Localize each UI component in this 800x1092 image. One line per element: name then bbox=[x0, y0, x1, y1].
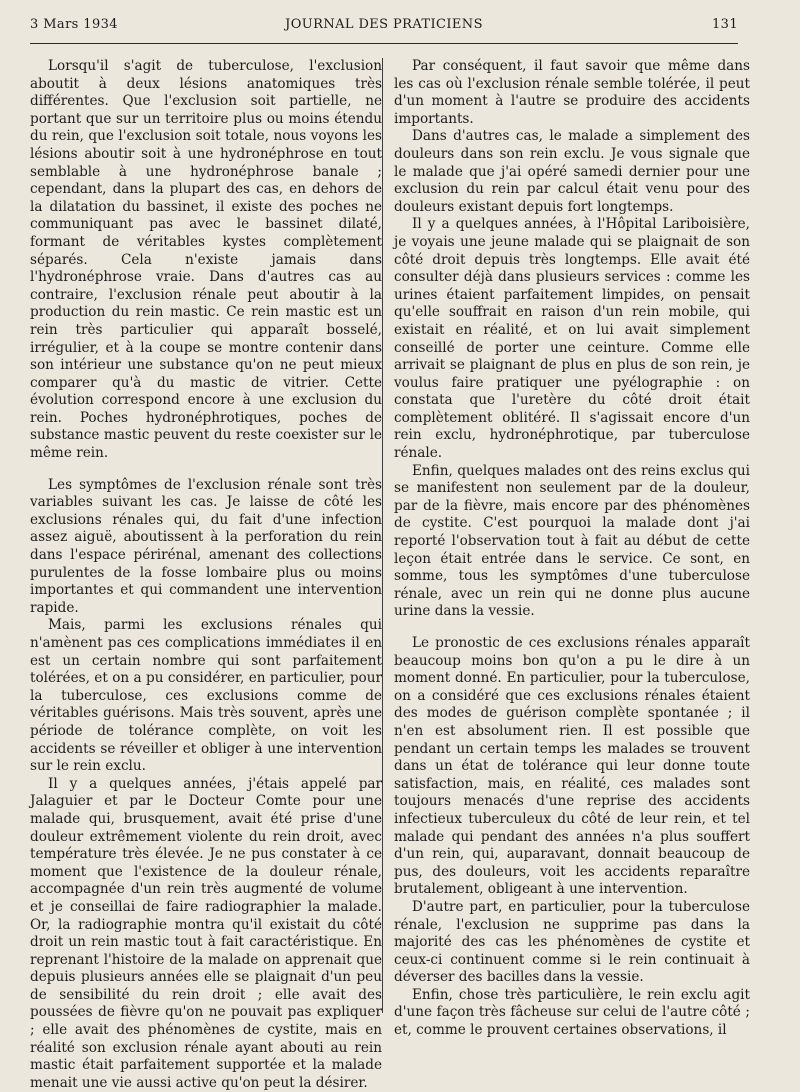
paragraph: Enfin, chose très particulière, le rein exclu agit d'une façon très fâcheuse sur celui de l'autre côté ; et, comme le prouvent certaines observations, il bbox=[394, 986, 750, 1039]
journal-title: JOURNAL DES PRATICIENS bbox=[285, 17, 483, 32]
paragraph: Le pronostic de ces exclusions rénales apparaît beaucoup moins bon qu'on a pu le dire à un moment donné. En particulier, pour la tuberculose, on a considéré que ces exclusions rénales étaient des modes de guérison complète spontanée ; il n'en est absolument rien. Il est possible que pendant un certain temps les malades se trouvent dans un état de tolérance qui leur donne toute satisfaction, mais, en réalité, ces malades sont toujours menacés d'une reprise des accidents infectieux tuberculeux du côté de leur rein, et tel malade qui pendant des années n'a plus souffert d'un rein, qui, auparavant, donnait beaucoup de pus, des douleurs, voit les accidents reparaître brutalement, obligeant à une intervention. bbox=[394, 635, 750, 898]
paragraph: Il y a quelques années, à l'Hôpital Lariboisière, je voyais une jeune malade qui se plaignait de son côté droit depuis très longtemps. Elle avait été consulter déjà dans plusieurs services : comme les urines étaient parfaitement limpides, on pensait qu'elle souffrait en raison d'un rein mobile, qui existait en réalité, et on lui avait simplement conseillé de porter une ceinture. Comme elle arrivait se plaignant de plus en plus de son rein, je voulus faire pratiquer une pyélographie : on constata que l'uretère du côté droit était complètement oblitéré. Il s'agissait encore d'un rein exclu, hydronéphrotique, par tuberculose rénale. bbox=[394, 216, 750, 462]
paragraph: Dans d'autres cas, le malade a simplement des douleurs dans son rein exclu. Je vous signale que le malade que j'ai opéré samedi dernier pour une exclusion du rein par calcul était venu pour des douleurs existant depuis fort longtemps. bbox=[394, 128, 750, 215]
paragraph: Enfin, quelques malades ont des reins exclus qui se manifestent non seulement par de la douleur, par de la fièvre, mais encore par des phénomènes de cystite. C'est pourquoi la malade dont j'ai reporté l'observation tout à fait au début de cette leçon était entrée dans le service. Ce sont, en somme, tous les symptômes d'une tuberculose rénale, avec un rein qui ne donne plus aucune urine dans la vessie. bbox=[394, 462, 750, 620]
header-rule bbox=[30, 43, 738, 44]
page-number: 131 bbox=[711, 17, 738, 32]
running-header bbox=[30, 17, 738, 39]
paragraph: Lorsqu'il s'agit de tuberculose, l'exclusion aboutit à deux lésions anatomiques très différentes. Que l'exclusion soit partielle, ne portant que sur un territoire plus ou moins étendu du rein, que l'exclusion soit totale, nous voyons les lésions aboutir soit à une hydronéphrose en tout semblable à une hydronéphrose banale ; cependant, dans la plupart des cas, en dehors de la dilatation du bassinet, il existe des poches ne communiquant pas avec le bassinet dilaté, formant de véritables kystes complètement séparés. Cela n'existe jamais dans l'hydronéphrose vraie. Dans d'autres cas au contraire, l'exclusion rénale peut aboutir à la production du rein mastic. Ce rein mastic est un rein très particulier qui apparaît bosselé, irrégulier, et à la coupe se montre contenir dans son intérieur une substance qu'on ne peut mieux comparer qu'à du mastic de vitrier. Cette évolution correspond encore à une exclusion du rein. Poches hydronéphrotiques, poches de substance mastic peuvent du reste coexister sur le même rein. bbox=[30, 58, 382, 462]
right-column bbox=[394, 58, 750, 1040]
issue-date: 3 Mars 1934 bbox=[30, 17, 118, 32]
paragraph: Par conséquent, il faut savoir que même dans les cas où l'exclusion rénale semble tolérée, il peut d'un moment à l'autre se produire des accidents importants. bbox=[394, 58, 750, 127]
column-divider bbox=[382, 58, 383, 1013]
paragraph: D'autre part, en particulier, pour la tuberculose rénale, l'exclusion ne supprime pas dans la majorité des cas les phénomènes de cystite et ceux-ci continuent comme si le rein continuait à déverser des bacilles dans la vessie. bbox=[394, 898, 750, 986]
paragraph: Les symptômes de l'exclusion rénale sont très variables suivant les cas. Je laisse de côté les exclusions rénales qui, du fait d'une infection assez aiguë, aboutissent à la perforation du rein dans l'espace périrénal, amenant des collections purulentes de la fosse lombaire plus ou moins importantes et qui commandent une intervention rapide. bbox=[30, 476, 382, 616]
paragraph: Mais, parmi les exclusions rénales qui n'amènent pas ces complications immédiates il en est un certain nombre qui sont parfaitement tolérées, et on a pu considérer, en particulier, pour la tuberculose, ces exclusions comme de véritables guérisons. Mais très souvent, après une période de tolérance complète, on voit les accidents se réveiller et obliger à une intervention sur le rein exclu. bbox=[30, 617, 382, 775]
left-column bbox=[30, 58, 382, 1092]
paragraph: Il y a quelques années, j'étais appelé par Jalaguier et par le Docteur Comte pour une malade qui, brusquement, avait été prise d'une douleur extrêmement violente du rein droit, avec température très élevée. Je ne pus constater à ce moment que l'existence de la douleur rénale, accompagnée d'un rein très augmenté de volume et je conseillai de faire radiographier la malade. Or, la radiographie montra qu'il existait du côté droit un rein mastic tout à fait caractéristique. En reprenant l'histoire de la malade on apprenait que depuis plusieurs années elle se plaignait d'un peu de sensibilité du rein droit ; elle avait des poussées de fièvre qu'on ne pouvait pas expliquer ; elle avait des phénomènes de cystite, mais en réalité son exclusion rénale ayant abouti au rein mastic était parfaitement supportée et la malade menait une vie aussi active qu'on peut la désirer. bbox=[30, 775, 382, 1091]
